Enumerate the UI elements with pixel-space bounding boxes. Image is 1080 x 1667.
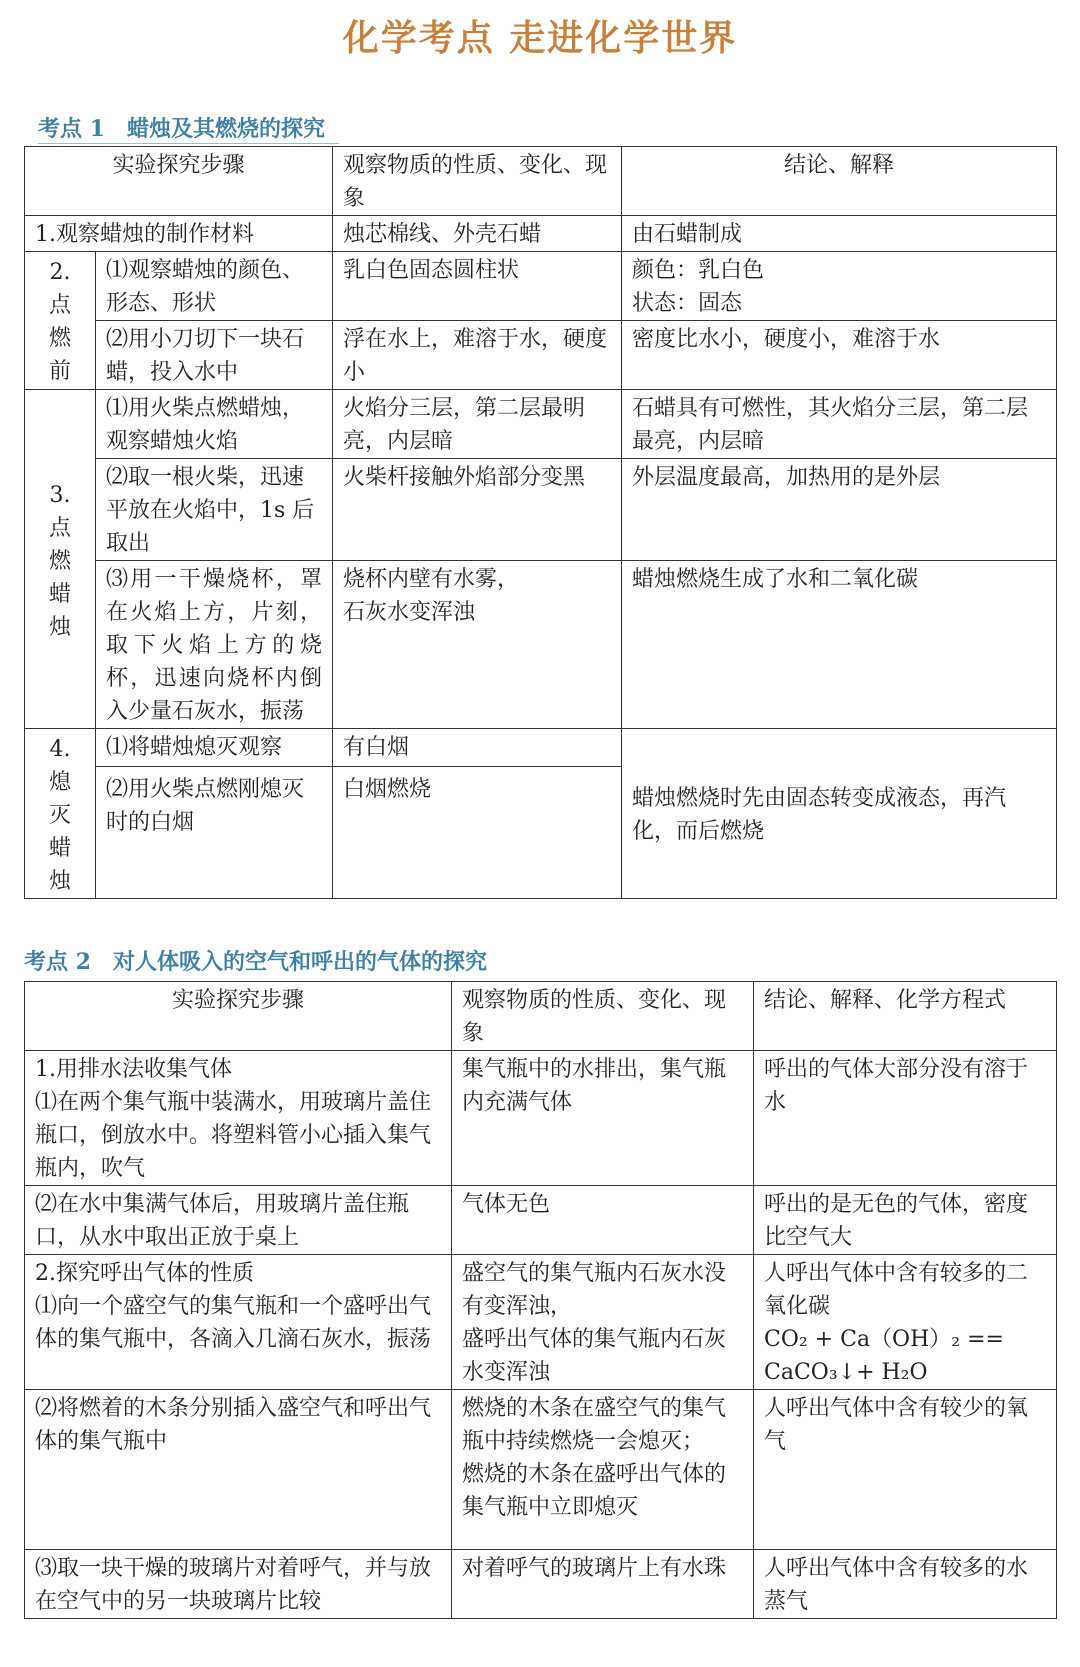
observation-cell: 烧杯内壁有水雾， 石灰水变浑浊 [333, 561, 622, 729]
observation-cell: 气体无色 [452, 1186, 754, 1255]
observation-cell: 有白烟 [333, 729, 622, 767]
table-row [25, 390, 1057, 459]
section2-number: 考点 2 [24, 949, 91, 975]
section1-title [38, 112, 339, 144]
conclusion-cell: 人呼出气体中含有较多的水蒸气 [754, 1550, 1057, 1619]
step-cell: ⑶用一干燥烧杯，罩在火焰上方，片刻，取下火焰上方的烧杯，迅速向烧杯内倒入少量石灰水，振荡 [96, 561, 333, 729]
table-row [25, 216, 1057, 252]
table-row [25, 1051, 1057, 1186]
step-cell: 2.探究呼出气体的性质 ⑴向一个盛空气的集气瓶和一个盛呼出气体的集气瓶中，各滴入几滴石灰水，振荡 [25, 1255, 452, 1390]
table-row [25, 561, 1057, 729]
table-row [25, 729, 1057, 767]
observation-cell: 盛空气的集气瓶内石灰水没有变浑浊， 盛呼出气体的集气瓶内石灰水变浑浊 [452, 1255, 754, 1390]
page-title: 化学考点 走进化学世界 [342, 18, 738, 59]
conclusion-cell: 颜色：乳白色 状态：固态 [622, 252, 1057, 321]
header-cell: 观察物质的性质、变化、现象 [333, 147, 622, 216]
observation-cell: 火焰分三层，第二层最明亮，内层暗 [333, 390, 622, 459]
observation-cell: 燃烧的木条在盛空气的集气瓶中持续燃烧一会熄灭； 燃烧的木条在盛呼出气体的集气瓶中立即熄灭 [452, 1390, 754, 1550]
conclusion-cell: 呼出的气体大部分没有溶于水 [754, 1051, 1057, 1186]
header-cell: 结论、解释 [622, 147, 1057, 216]
table-row [25, 459, 1057, 561]
section1-heading: 蜡烛及其燃烧的探究 [126, 116, 325, 142]
observation-cell: 浮在水上，难溶于水，硬度小 [333, 321, 622, 390]
header-cell: 结论、解释、化学方程式 [754, 982, 1057, 1051]
observation-cell: 烛芯棉线、外壳石蜡 [333, 216, 622, 252]
conclusion-cell: 人呼出气体中含有较多的二氧化碳 CO₂ + Ca（OH）₂ == CaCO₃↓+ H₂O [754, 1255, 1057, 1390]
conclusion-cell: 蜡烛燃烧生成了水和二氧化碳 [622, 561, 1057, 729]
section1-number: 考点 1 [38, 116, 105, 142]
step-cell: ⑶取一块干燥的玻璃片对着呼气，并与放在空气中的另一块玻璃片比较 [25, 1550, 452, 1619]
step-cell: ⑵用火柴点燃刚熄灭时的白烟 [96, 767, 333, 899]
observation-cell: 集气瓶中的水排出，集气瓶内充满气体 [452, 1051, 754, 1186]
step-cell: ⑵取一根火柴，迅速平放在火焰中，1s 后取出 [96, 459, 333, 561]
step-cell: ⑴观察蜡烛的颜色、形态、形状 [96, 252, 333, 321]
section2-heading: 对人体吸入的空气和呼出的气体的探究 [112, 949, 487, 975]
conclusion-cell: 人呼出气体中含有较少的氧气 [754, 1390, 1057, 1550]
observation-cell: 对着呼气的玻璃片上有水珠 [452, 1550, 754, 1619]
breath-experiment-table [24, 981, 1057, 1619]
table-row [25, 1255, 1057, 1390]
observation-cell: 白烟燃烧 [333, 767, 622, 899]
group-label-lighting: 3. 点 燃 蜡 烛 [25, 390, 96, 729]
group-label-extinguish: 4. 熄 灭 蜡 烛 [25, 729, 96, 899]
candle-experiment-table [24, 146, 1057, 899]
conclusion-cell: 呼出的是无色的气体，密度比空气大 [754, 1186, 1057, 1255]
table-row [25, 1390, 1057, 1550]
group-label-before-lighting: 2. 点 燃 前 [25, 252, 96, 390]
conclusion-cell: 由石蜡制成 [622, 216, 1057, 252]
table-row [25, 1550, 1057, 1619]
step-cell: 1.用排水法收集气体 ⑴在两个集气瓶中装满水，用玻璃片盖住瓶口，倒放水中。将塑料管小心插入集气瓶内，吹气 [25, 1051, 452, 1186]
step-cell: ⑵将燃着的木条分别插入盛空气和呼出气体的集气瓶中 [25, 1390, 452, 1550]
conclusion-cell: 蜡烛燃烧时先由固态转变成液态，再汽化，而后燃烧 [622, 729, 1057, 899]
step-cell: ⑵在水中集满气体后，用玻璃片盖住瓶口，从水中取出正放于桌上 [25, 1186, 452, 1255]
section2-title [24, 945, 487, 976]
conclusion-cell: 石蜡具有可燃性，其火焰分三层，第二层最亮，内层暗 [622, 390, 1057, 459]
table-row [25, 252, 1057, 321]
step-cell: ⑴用火柴点燃蜡烛，观察蜡烛火焰 [96, 390, 333, 459]
table-row [25, 1186, 1057, 1255]
step-cell: ⑵用小刀切下一块石蜡，投入水中 [96, 321, 333, 390]
header-cell: 实验探究步骤 [25, 982, 452, 1051]
conclusion-cell: 密度比水小，硬度小，难溶于水 [622, 321, 1057, 390]
table-row [25, 321, 1057, 390]
conclusion-cell: 外层温度最高，加热用的是外层 [622, 459, 1057, 561]
header-cell: 实验探究步骤 [25, 147, 333, 216]
step-cell: 1.观察蜡烛的制作材料 [25, 216, 333, 252]
table-header-row [25, 982, 1057, 1051]
header-cell: 观察物质的性质、变化、现象 [452, 982, 754, 1051]
observation-cell: 乳白色固态圆柱状 [333, 252, 622, 321]
step-cell: ⑴将蜡烛熄灭观察 [96, 729, 333, 767]
observation-cell: 火柴杆接触外焰部分变黑 [333, 459, 622, 561]
table-header-row [25, 147, 1057, 216]
